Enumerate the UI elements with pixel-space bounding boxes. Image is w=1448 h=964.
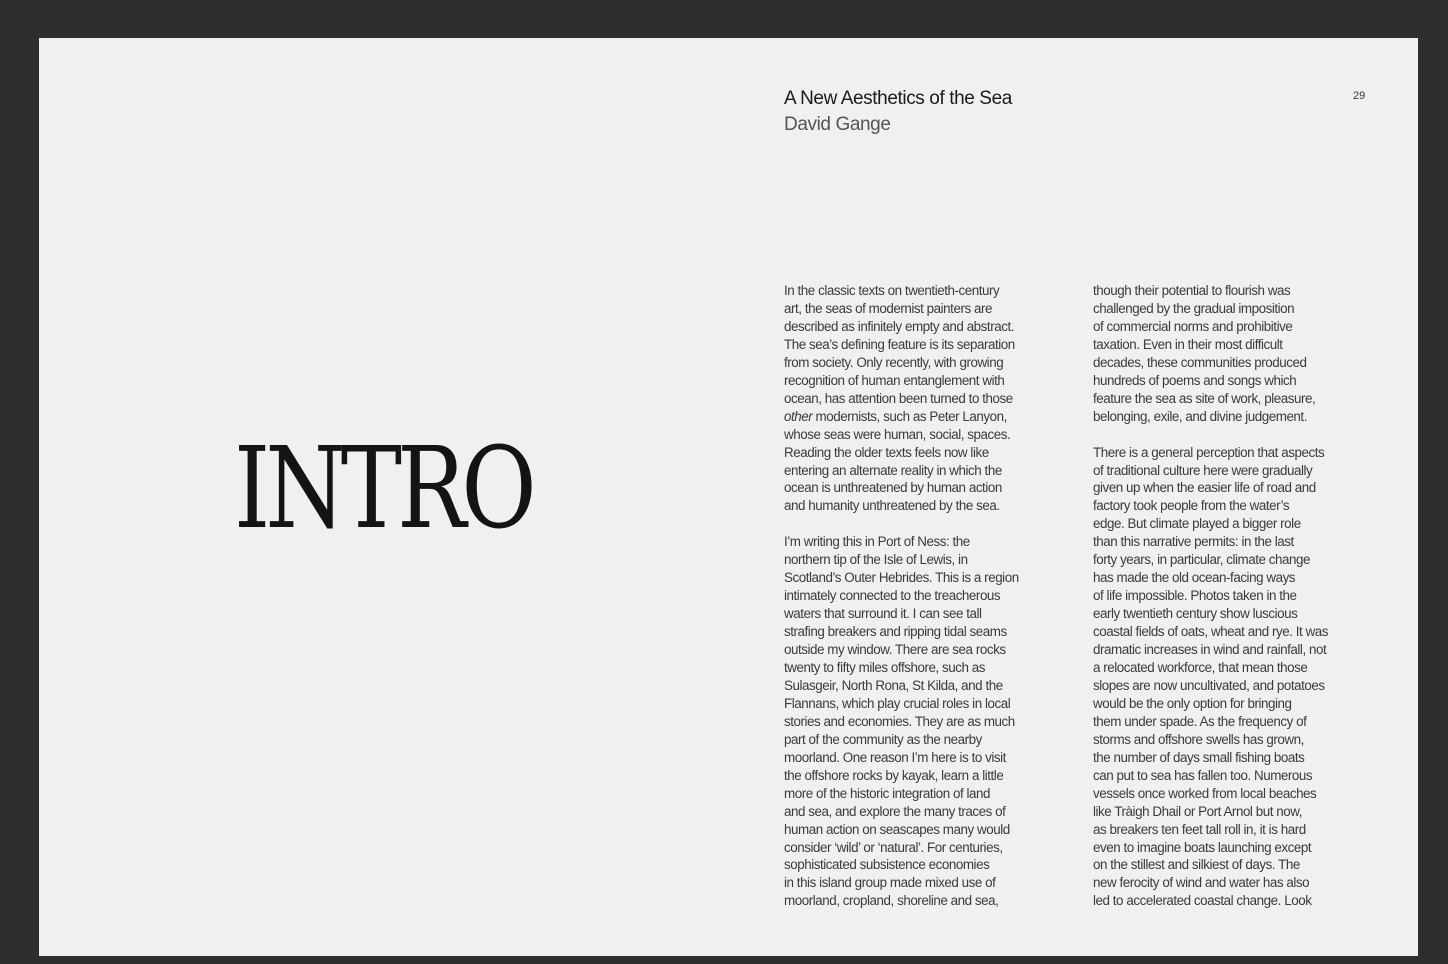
body-line: factory took people from the water’s [1093, 498, 1290, 514]
body-line: sophisticated subsistence economies [784, 857, 990, 873]
body-line: and humanity unthreatened by the sea. [784, 498, 1000, 514]
page-number: 29 [1353, 90, 1366, 102]
body-line: led to accelerated coastal change. Look [1093, 893, 1312, 909]
body-line: more of the historic integration of land [784, 785, 991, 801]
body-line: described as infinitely empty and abstract. [784, 318, 1014, 334]
body-line: The sea’s defining feature is its separation [784, 336, 1015, 352]
body-line: edge. But climate played a bigger role [1093, 516, 1301, 532]
body-line: though their potential to flourish was [1093, 283, 1291, 298]
italic-word: other [784, 408, 813, 424]
body-line: art, the seas of modernist painters are [784, 300, 992, 316]
body-line: of traditional culture here were gradually [1093, 462, 1313, 478]
body-line: ocean, has attention been turned to those [784, 390, 1013, 406]
body-line: In the classic texts on twentieth-century [784, 283, 1000, 298]
body-line: stories and economies. They are as much [784, 713, 1015, 729]
body-line: than this narrative permits: in the last [1093, 534, 1294, 550]
body-line: Flannans, which play crucial roles in local [784, 695, 1011, 711]
paragraph [1093, 444, 1383, 911]
body-line: a relocated workforce, that mean those [1093, 660, 1308, 675]
body-line: the number of days small fishing boats [1093, 749, 1305, 765]
body-line: challenged by the gradual imposition [1093, 300, 1295, 316]
body-line: in this island group made mixed use of [784, 875, 996, 891]
body-line: Reading the older texts feels now like [784, 444, 989, 460]
body-line: Sulasgeir, North Rona, St Kilda, and the [784, 677, 1003, 693]
body-line: part of the community as the nearby [784, 731, 982, 747]
body-line: early twentieth century show luscious [1093, 606, 1298, 622]
paragraph-gap [784, 515, 1074, 533]
body-line: waters that surround it. I can see tall [784, 606, 982, 622]
body-line: them under spade. As the frequency of [1093, 713, 1307, 729]
body-line: storms and offshore swells has grown, [1093, 731, 1304, 747]
body-line: can put to sea has fallen too. Numerous [1093, 767, 1313, 783]
paragraph [784, 533, 1074, 910]
body-line: hundreds of poems and songs which [1093, 372, 1297, 388]
section-title: INTRO [234, 424, 532, 554]
body-line: given up when the easier life of road and [1093, 480, 1316, 496]
body-line: Scotland’s Outer Hebrides. This is a region [784, 570, 1019, 586]
body-line: entering an alternate reality in which the [784, 462, 1002, 478]
body-line: new ferocity of wind and water has also [1093, 875, 1310, 891]
body-line-rest: modernists, such as Peter Lanyon, [812, 408, 1007, 424]
body-line: slopes are now uncultivated, and potatoes [1093, 677, 1325, 693]
paragraph-gap [1093, 426, 1383, 444]
article-author: David Gange [784, 114, 891, 135]
body-line: belonging, exile, and divine judgement. [1093, 408, 1307, 424]
body-line: outside my window. There are sea rocks [784, 642, 1006, 658]
body-line: feature the sea as site of work, pleasure, [1093, 390, 1316, 406]
body-line: moorland, cropland, shoreline and sea, [784, 893, 999, 909]
body-line: coastal fields of oats, wheat and rye. It was [1093, 624, 1329, 640]
body-line: even to imagine boats launching except [1093, 839, 1312, 855]
paragraph [1093, 282, 1383, 426]
body-line: twenty to fifty miles offshore, such as [784, 660, 986, 675]
body-line: intimately connected to the treacherous [784, 588, 1001, 604]
body-line: the offshore rocks by kayak, learn a little [784, 767, 1004, 783]
body-line: ocean is unthreatened by human action [784, 480, 1002, 496]
body-line: I’m writing this in Port of Ness: the [784, 534, 970, 550]
body-line: of commercial norms and prohibitive [1093, 318, 1293, 334]
body-line [784, 408, 1074, 426]
body-line: strafing breakers and ripping tidal seams [784, 624, 1007, 640]
body-line: like Tràigh Dhail or Port Arnol but now, [1093, 803, 1303, 819]
body-column-1 [784, 282, 1074, 910]
body-line: northern tip of the Isle of Lewis, in [784, 552, 968, 568]
body-line: vessels once worked from local beaches [1093, 785, 1317, 801]
body-line: consider ‘wild’ or ‘natural’. For centuries, [784, 839, 1003, 855]
body-line: and sea, and explore the many traces of [784, 803, 1006, 819]
body-line: of life impossible. Photos taken in the [1093, 588, 1297, 604]
body-column-2 [1093, 282, 1383, 910]
body-line: whose seas were human, social, spaces. [784, 426, 1011, 442]
body-line: moorland. One reason I’m here is to visit [784, 749, 1006, 765]
body-line: There is a general perception that aspects [1093, 444, 1325, 460]
body-line: taxation. Even in their most difficult [1093, 336, 1283, 352]
body-line: dramatic increases in wind and rainfall, not [1093, 642, 1327, 658]
magazine-spread [39, 38, 1418, 956]
body-line: decades, these communities produced [1093, 354, 1307, 370]
article-title: A New Aesthetics of the Sea [784, 88, 1012, 109]
body-line: has made the old ocean-facing ways [1093, 570, 1296, 586]
body-line: forty years, in particular, climate change [1093, 552, 1311, 568]
body-line: human action on seascapes many would [784, 821, 1010, 837]
body-line: on the stillest and silkiest of days. The [1093, 857, 1300, 873]
body-line: from society. Only recently, with growing [784, 354, 1004, 370]
body-line: recognition of human entanglement with [784, 372, 1005, 388]
body-line: would be the only option for bringing [1093, 695, 1292, 711]
body-line: as breakers ten feet tall roll in, it is hard [1093, 821, 1306, 837]
